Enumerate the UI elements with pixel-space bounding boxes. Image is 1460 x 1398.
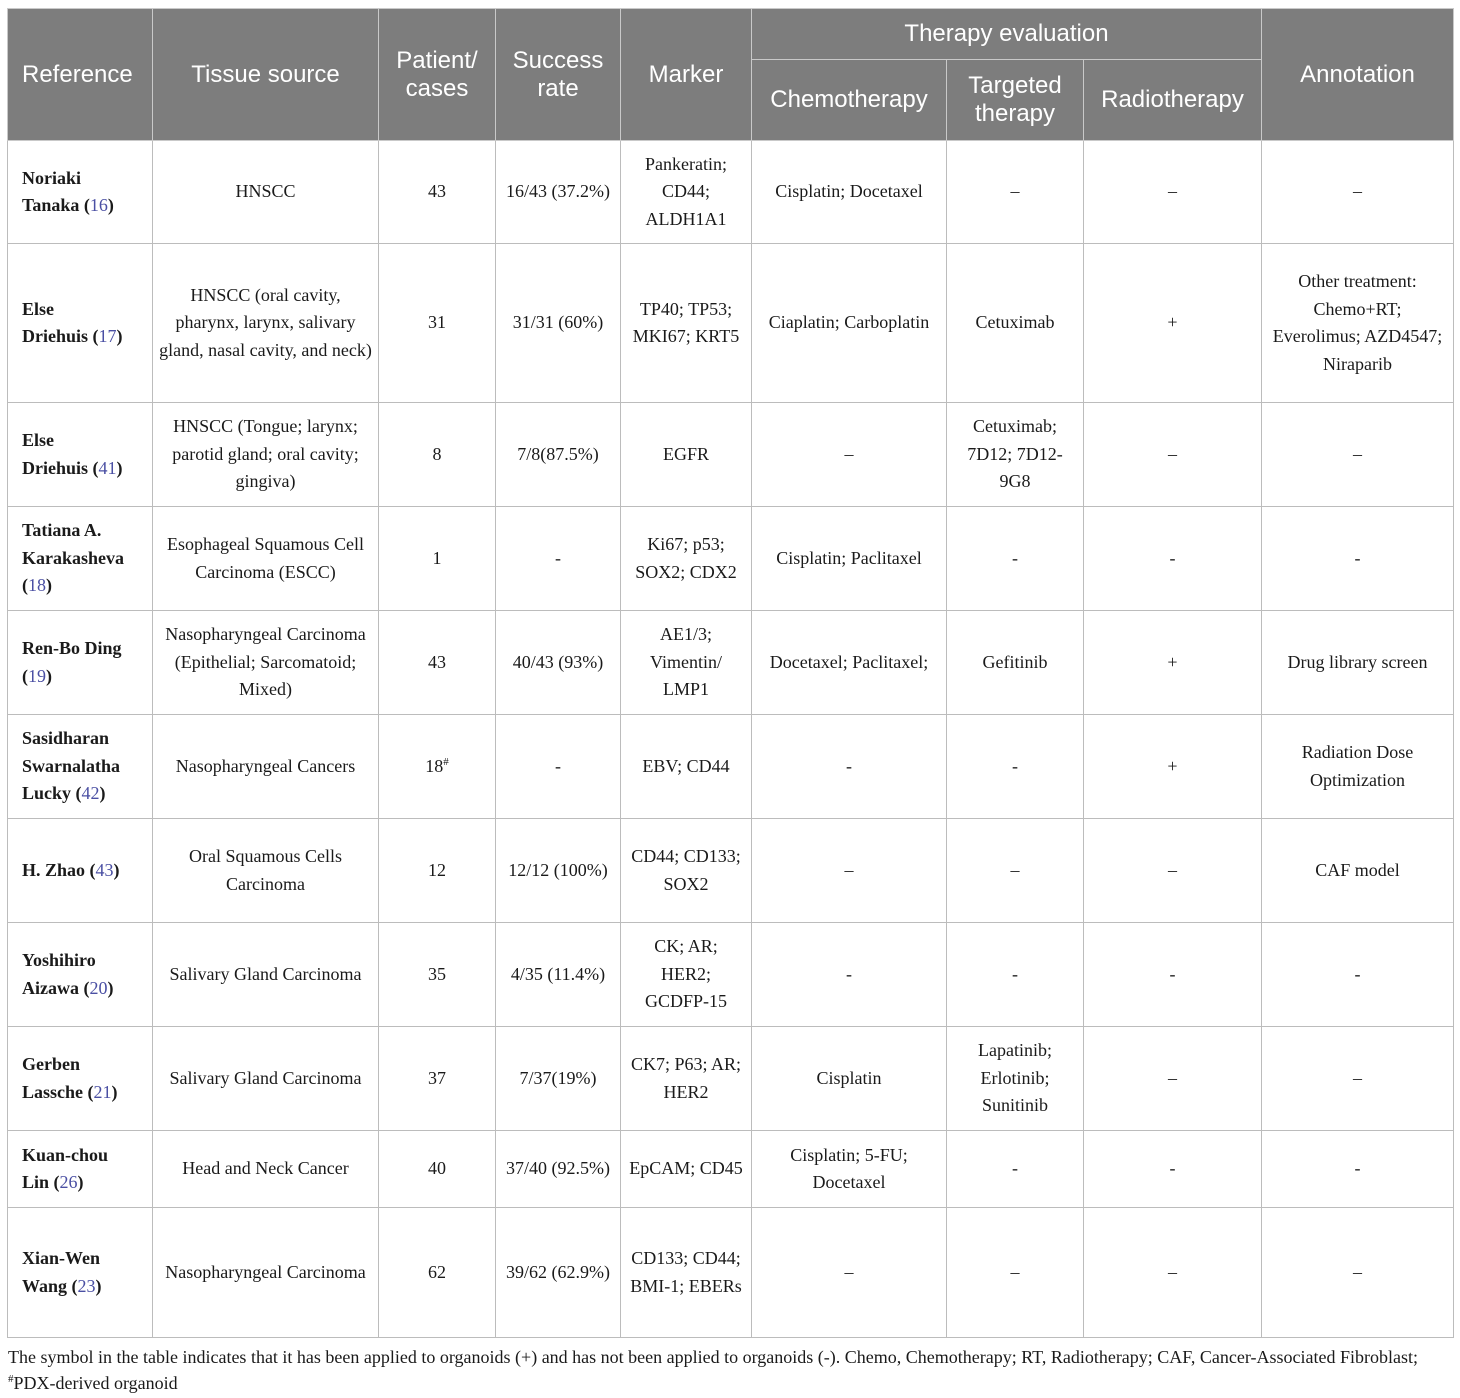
cell-patient-cases-text: 62 bbox=[428, 1261, 446, 1282]
cell-reference: Yoshihiro Aizawa (20) bbox=[8, 923, 153, 1027]
cell-reference: Kuan-chou Lin (26) bbox=[8, 1131, 153, 1208]
citation-number: 19 bbox=[28, 665, 46, 686]
cell-chemotherapy-text: – bbox=[844, 1261, 854, 1282]
table-row bbox=[8, 141, 1454, 244]
cell-annotation-text: – bbox=[1353, 1067, 1362, 1088]
cell-targeted-therapy bbox=[947, 244, 1084, 403]
cell-targeted-therapy-text: Cetuximab; 7D12; 7D12-9G8 bbox=[967, 416, 1063, 492]
citation-number: 26 bbox=[59, 1172, 78, 1192]
cell-chemotherapy-text: Docetaxel; Paclitaxel; bbox=[769, 651, 929, 672]
author-first: Kuan-chou bbox=[22, 1144, 109, 1165]
cell-success-rate bbox=[496, 611, 621, 715]
cell-tissue-source bbox=[153, 611, 379, 715]
table-row bbox=[8, 923, 1454, 1027]
cell-patient-cases bbox=[379, 507, 496, 611]
cell-targeted-therapy-text: – bbox=[1010, 1261, 1020, 1282]
cell-success-rate-text: 37/40 (92.5%) bbox=[506, 1158, 610, 1179]
citation-number: 20 bbox=[89, 977, 108, 998]
cell-marker bbox=[621, 819, 752, 923]
cell-patient-cases bbox=[379, 1131, 496, 1208]
cell-annotation bbox=[1262, 141, 1454, 244]
cell-annotation-text: – bbox=[1353, 181, 1362, 202]
cell-patient-cases bbox=[379, 611, 496, 715]
cell-annotation-text: - bbox=[1354, 547, 1361, 568]
cell-chemotherapy-text: Cisplatin bbox=[816, 1067, 882, 1088]
cell-reference: Else Driehuis (41) bbox=[8, 403, 153, 507]
cell-marker-text: CD133; CD44; BMI-1; EBERs bbox=[630, 1248, 742, 1296]
cell-marker bbox=[621, 1131, 752, 1208]
cell-patient-cases-text: 37 bbox=[428, 1067, 446, 1088]
cell-patient-cases-text: 35 bbox=[428, 963, 446, 984]
cell-tissue-source bbox=[153, 141, 379, 244]
citation-number: 16 bbox=[89, 195, 108, 215]
cell-reference: H. Zhao (43) bbox=[8, 819, 153, 923]
cell-patient-cases-text: 40 bbox=[428, 1158, 446, 1179]
cell-tissue-source bbox=[153, 715, 379, 819]
cell-annotation bbox=[1262, 715, 1454, 819]
cell-chemotherapy-text: – bbox=[844, 859, 854, 880]
header-marker: Marker bbox=[621, 9, 752, 141]
cell-tissue-source bbox=[153, 403, 379, 507]
table-row bbox=[8, 1208, 1454, 1338]
citation-number: 17 bbox=[98, 326, 117, 346]
cell-patient-cases bbox=[379, 1027, 496, 1131]
cell-targeted-therapy bbox=[947, 507, 1084, 611]
cell-tissue-source-text: Salivary Gland Carcinoma bbox=[169, 963, 362, 984]
cell-radiotherapy-text: - bbox=[1169, 1158, 1176, 1179]
cell-success-rate-text: 4/35 (11.4%) bbox=[510, 963, 606, 984]
cell-annotation-text: Radiation Dose Optimization bbox=[1301, 742, 1414, 790]
table-row bbox=[8, 715, 1454, 819]
cell-chemotherapy-text: Cisplatin; 5-FU; Docetaxel bbox=[790, 1144, 908, 1192]
cell-annotation bbox=[1262, 611, 1454, 715]
header-patient-cases: Patient/ cases bbox=[379, 9, 496, 141]
cell-annotation bbox=[1262, 507, 1454, 611]
cell-patient-cases-text: 43 bbox=[428, 651, 446, 672]
cell-tissue-source-text: Head and Neck Cancer bbox=[182, 1158, 349, 1179]
cell-patient-cases-text: 12 bbox=[428, 859, 446, 880]
author-first: Ren-Bo Ding bbox=[22, 638, 122, 658]
cell-patient-cases bbox=[379, 715, 496, 819]
cell-tissue-source bbox=[153, 1131, 379, 1208]
cell-targeted-therapy-text: – bbox=[1010, 859, 1020, 880]
cell-annotation-text: - bbox=[1354, 1158, 1361, 1179]
cell-tissue-source-text: Oral Squamous Cells Carcinoma bbox=[189, 846, 342, 894]
cell-radiotherapy bbox=[1084, 1027, 1262, 1131]
cell-chemotherapy-text: Cisplatin; Docetaxel bbox=[775, 181, 923, 202]
cell-patient-cases bbox=[379, 403, 496, 507]
author-last: Lucky bbox=[22, 783, 72, 804]
cell-annotation bbox=[1262, 403, 1454, 507]
cell-radiotherapy bbox=[1084, 1131, 1262, 1208]
cell-radiotherapy-text: - bbox=[1169, 547, 1176, 568]
table-body bbox=[8, 141, 1454, 1338]
author-last: Driehuis bbox=[22, 326, 89, 346]
cell-success-rate bbox=[496, 1208, 621, 1338]
cell-reference: Sasidharan Swarnalatha Lucky (42) bbox=[8, 715, 153, 819]
cell-radiotherapy bbox=[1084, 1208, 1262, 1338]
cell-targeted-therapy-text: - bbox=[1012, 547, 1018, 568]
author-last: Karakasheva bbox=[22, 547, 125, 568]
cell-marker bbox=[621, 141, 752, 244]
header-radiotherapy: Radiotherapy bbox=[1084, 60, 1262, 141]
cell-marker-text: CK; AR; HER2; GCDFP-15 bbox=[644, 936, 728, 1012]
cell-marker-text: EBV; CD44 bbox=[642, 755, 730, 776]
cell-targeted-therapy-text: Gefitinib bbox=[982, 651, 1048, 672]
author-first: Sasidharan Swarnalatha bbox=[22, 728, 121, 776]
cell-tissue-source bbox=[153, 1208, 379, 1338]
cell-marker bbox=[621, 715, 752, 819]
cell-annotation-text: Drug library screen bbox=[1287, 651, 1428, 672]
citation-number: 43 bbox=[95, 859, 114, 880]
cell-annotation-text: CAF model bbox=[1315, 859, 1400, 880]
cell-success-rate bbox=[496, 1131, 621, 1208]
cell-targeted-therapy-text: Cetuximab bbox=[975, 312, 1055, 333]
cell-reference: Xian-Wen Wang (23) bbox=[8, 1208, 153, 1338]
cell-targeted-therapy bbox=[947, 1027, 1084, 1131]
author-first: Xian-Wen bbox=[22, 1248, 101, 1268]
cell-annotation bbox=[1262, 1131, 1454, 1208]
cell-chemotherapy bbox=[752, 244, 947, 403]
cell-patient-cases-text: 43 bbox=[428, 181, 446, 202]
header-annotation: Annotation bbox=[1262, 9, 1454, 141]
cell-chemotherapy bbox=[752, 923, 947, 1027]
cell-success-rate bbox=[496, 819, 621, 923]
cell-patient-cases bbox=[379, 1208, 496, 1338]
header-reference: Reference bbox=[8, 9, 153, 141]
cell-radiotherapy bbox=[1084, 715, 1262, 819]
header-tissue-source: Tissue source bbox=[153, 9, 379, 141]
cell-chemotherapy bbox=[752, 715, 947, 819]
cell-success-rate-text: - bbox=[555, 755, 561, 776]
cell-tissue-source-text: Nasopharyngeal Carcinoma (Epithelial; Sarcomatoid; Mixed) bbox=[165, 624, 366, 700]
cell-success-rate-text: - bbox=[555, 547, 561, 568]
cell-tissue-source-text: HNSCC (Tongue; larynx; parotid gland; oral cavity; gingiva) bbox=[172, 416, 359, 492]
cell-success-rate bbox=[496, 1027, 621, 1131]
cell-chemotherapy bbox=[752, 1027, 947, 1131]
cell-reference: Tatiana A. Karakasheva (18) bbox=[8, 507, 153, 611]
header-success-rate: Success rate bbox=[496, 9, 621, 141]
header-chemotherapy: Chemotherapy bbox=[752, 60, 947, 141]
cell-tissue-source bbox=[153, 507, 379, 611]
cell-patient-cases bbox=[379, 923, 496, 1027]
cell-success-rate-text: 7/8(87.5%) bbox=[517, 443, 599, 464]
cell-chemotherapy bbox=[752, 141, 947, 244]
citation-number: 41 bbox=[98, 457, 117, 478]
author-first: Yoshihiro bbox=[22, 950, 96, 970]
table-row bbox=[8, 244, 1454, 403]
cell-success-rate bbox=[496, 403, 621, 507]
footnote-pdx: PDX-derived organoid bbox=[13, 1373, 178, 1393]
cell-chemotherapy bbox=[752, 403, 947, 507]
cell-targeted-therapy bbox=[947, 403, 1084, 507]
cell-radiotherapy-text: - bbox=[1169, 963, 1176, 984]
author-first: Gerben bbox=[22, 1054, 80, 1074]
pdx-mark: # bbox=[443, 755, 449, 768]
cell-chemotherapy bbox=[752, 1208, 947, 1338]
author-last: Lin bbox=[22, 1172, 50, 1192]
cell-annotation-text: – bbox=[1353, 1261, 1362, 1282]
cell-targeted-therapy bbox=[947, 715, 1084, 819]
table-row bbox=[8, 1027, 1454, 1131]
cell-success-rate bbox=[496, 715, 621, 819]
cell-chemotherapy bbox=[752, 1131, 947, 1208]
cell-patient-cases bbox=[379, 819, 496, 923]
table-row bbox=[8, 819, 1454, 923]
cell-success-rate-text: 31/31 (60%) bbox=[512, 312, 604, 333]
citation-number: 18 bbox=[28, 575, 46, 596]
table-footnote bbox=[8, 1344, 1454, 1396]
cell-annotation bbox=[1262, 1027, 1454, 1131]
cell-radiotherapy bbox=[1084, 611, 1262, 715]
cell-success-rate bbox=[496, 244, 621, 403]
cell-chemotherapy-text: Cisplatin; Paclitaxel bbox=[776, 547, 922, 568]
cell-radiotherapy-text: – bbox=[1168, 859, 1177, 880]
cell-radiotherapy bbox=[1084, 507, 1262, 611]
cell-targeted-therapy-text: - bbox=[1012, 755, 1018, 776]
cell-patient-cases-text: 18 bbox=[425, 755, 444, 776]
cell-marker bbox=[621, 923, 752, 1027]
cell-success-rate bbox=[496, 507, 621, 611]
cell-radiotherapy-text: – bbox=[1168, 443, 1177, 464]
author-first: Else bbox=[22, 298, 55, 319]
cell-chemotherapy bbox=[752, 611, 947, 715]
cell-radiotherapy bbox=[1084, 923, 1262, 1027]
author-last: Lassche bbox=[22, 1081, 84, 1102]
footnote-text: The symbol in the table indicates that it has been applied to organoids (+) and has not been applied to organoids (-). Chemo, Chemotherapy; RT, Radiotherapy; CAF, Cancer-Associated Fibroblast; bbox=[8, 1347, 1418, 1367]
cell-targeted-therapy bbox=[947, 1208, 1084, 1338]
cell-marker bbox=[621, 611, 752, 715]
author-first: Tatiana A. bbox=[22, 520, 102, 541]
cell-marker bbox=[621, 1027, 752, 1131]
cell-tissue-source-text: HNSCC (oral cavity, pharynx, larynx, salivary gland, nasal cavity, and neck) bbox=[159, 284, 372, 360]
cell-radiotherapy-text: + bbox=[1167, 651, 1178, 672]
cell-targeted-therapy bbox=[947, 1131, 1084, 1208]
cell-reference: Else Driehuis (17) bbox=[8, 244, 153, 403]
cell-patient-cases-text: 1 bbox=[432, 547, 442, 568]
cell-patient-cases-text: 8 bbox=[432, 443, 442, 464]
cell-marker-text: AE1/3; Vimentin/ LMP1 bbox=[650, 624, 722, 700]
cell-patient-cases-text: 31 bbox=[428, 312, 446, 333]
cell-targeted-therapy-text: - bbox=[1012, 1158, 1018, 1179]
citation-number: 23 bbox=[77, 1275, 96, 1296]
author-last: Wang bbox=[22, 1275, 68, 1296]
cell-annotation-text: - bbox=[1354, 963, 1361, 984]
table-row bbox=[8, 507, 1454, 611]
cell-marker-text: Pankeratin; CD44; ALDH1A1 bbox=[645, 153, 727, 229]
cell-success-rate-text: 40/43 (93%) bbox=[512, 651, 604, 672]
cell-marker bbox=[621, 507, 752, 611]
cell-targeted-therapy bbox=[947, 819, 1084, 923]
cell-tissue-source bbox=[153, 923, 379, 1027]
cell-chemotherapy-text: Ciaplatin; Carboplatin bbox=[768, 312, 930, 333]
cell-success-rate bbox=[496, 141, 621, 244]
author-first: Noriaki bbox=[22, 167, 82, 188]
cell-marker-text: CK7; P63; AR; HER2 bbox=[630, 1054, 742, 1102]
cell-tissue-source-text: HNSCC bbox=[235, 181, 296, 202]
cell-chemotherapy bbox=[752, 507, 947, 611]
cell-targeted-therapy bbox=[947, 611, 1084, 715]
cell-targeted-therapy-text: - bbox=[1012, 963, 1018, 984]
author-first: Else bbox=[22, 430, 55, 450]
cell-annotation bbox=[1262, 244, 1454, 403]
table-row bbox=[8, 1131, 1454, 1208]
header-therapy-evaluation: Therapy evaluation bbox=[752, 9, 1262, 60]
cell-tissue-source-text: Esophageal Squamous Cell Carcinoma (ESCC) bbox=[167, 534, 364, 582]
cell-success-rate-text: 7/37(19%) bbox=[519, 1067, 597, 1088]
cell-chemotherapy bbox=[752, 819, 947, 923]
cell-radiotherapy-text: – bbox=[1168, 1067, 1177, 1088]
cell-patient-cases bbox=[379, 141, 496, 244]
cell-success-rate-text: 16/43 (37.2%) bbox=[506, 181, 610, 202]
cell-reference: Gerben Lassche (21) bbox=[8, 1027, 153, 1131]
header-targeted-therapy: Targeted therapy bbox=[947, 60, 1084, 141]
citation-number: 42 bbox=[81, 783, 100, 804]
cell-radiotherapy bbox=[1084, 141, 1262, 244]
cell-patient-cases bbox=[379, 244, 496, 403]
table-row bbox=[8, 403, 1454, 507]
author-first: H. Zhao bbox=[22, 859, 86, 880]
cell-marker-text: TP40; TP53; MKI67; KRT5 bbox=[632, 298, 740, 346]
cell-radiotherapy bbox=[1084, 819, 1262, 923]
cell-tissue-source bbox=[153, 819, 379, 923]
cell-success-rate-text: 39/62 (62.9%) bbox=[506, 1261, 610, 1282]
cell-marker-text: EGFR bbox=[662, 443, 709, 464]
cell-radiotherapy-text: – bbox=[1168, 1261, 1177, 1282]
citation-number: 21 bbox=[93, 1081, 112, 1102]
cell-tissue-source-text: Nasopharyngeal Cancers bbox=[175, 755, 356, 776]
cell-reference: Ren-Bo Ding (19) bbox=[8, 611, 153, 715]
cell-targeted-therapy-text: – bbox=[1010, 181, 1020, 202]
cell-success-rate-text: 12/12 (100%) bbox=[508, 859, 608, 880]
cell-marker bbox=[621, 1208, 752, 1338]
author-last: Driehuis bbox=[22, 457, 89, 478]
cell-tissue-source-text: Nasopharyngeal Carcinoma bbox=[165, 1261, 366, 1282]
table-row bbox=[8, 611, 1454, 715]
author-last: Aizawa bbox=[22, 977, 79, 998]
cell-marker-text: CD44; CD133; SOX2 bbox=[631, 846, 741, 894]
cell-radiotherapy bbox=[1084, 244, 1262, 403]
footnote-mark: # bbox=[8, 1373, 14, 1385]
cell-annotation bbox=[1262, 819, 1454, 923]
cell-marker bbox=[621, 403, 752, 507]
cell-annotation bbox=[1262, 1208, 1454, 1338]
cell-chemotherapy-text: – bbox=[844, 443, 854, 464]
cell-reference: Noriaki Tanaka (16) bbox=[8, 141, 153, 244]
cell-targeted-therapy bbox=[947, 141, 1084, 244]
cell-radiotherapy-text: + bbox=[1167, 755, 1178, 776]
cell-annotation bbox=[1262, 923, 1454, 1027]
cell-annotation-text: – bbox=[1353, 443, 1362, 464]
cell-chemotherapy-text: - bbox=[846, 755, 852, 776]
cell-marker-text: Ki67; p53; SOX2; CDX2 bbox=[635, 534, 737, 582]
cell-radiotherapy bbox=[1084, 403, 1262, 507]
cell-annotation-text: Other treatment: Chemo+RT; Everolimus; AZD4547; Niraparib bbox=[1272, 271, 1443, 374]
cell-tissue-source bbox=[153, 1027, 379, 1131]
cell-tissue-source bbox=[153, 244, 379, 403]
cell-radiotherapy-text: + bbox=[1167, 312, 1178, 333]
cell-chemotherapy-text: - bbox=[846, 963, 852, 984]
author-last: Tanaka bbox=[22, 195, 80, 215]
cell-marker bbox=[621, 244, 752, 403]
cell-radiotherapy-text: – bbox=[1168, 181, 1177, 202]
cell-marker-text: EpCAM; CD45 bbox=[629, 1158, 743, 1179]
cell-targeted-therapy-text: Lapatinib; Erlotinib; Sunitinib bbox=[978, 1040, 1052, 1116]
cell-targeted-therapy bbox=[947, 923, 1084, 1027]
organoid-studies-table bbox=[7, 8, 1454, 1338]
cell-tissue-source-text: Salivary Gland Carcinoma bbox=[169, 1067, 362, 1088]
cell-success-rate bbox=[496, 923, 621, 1027]
